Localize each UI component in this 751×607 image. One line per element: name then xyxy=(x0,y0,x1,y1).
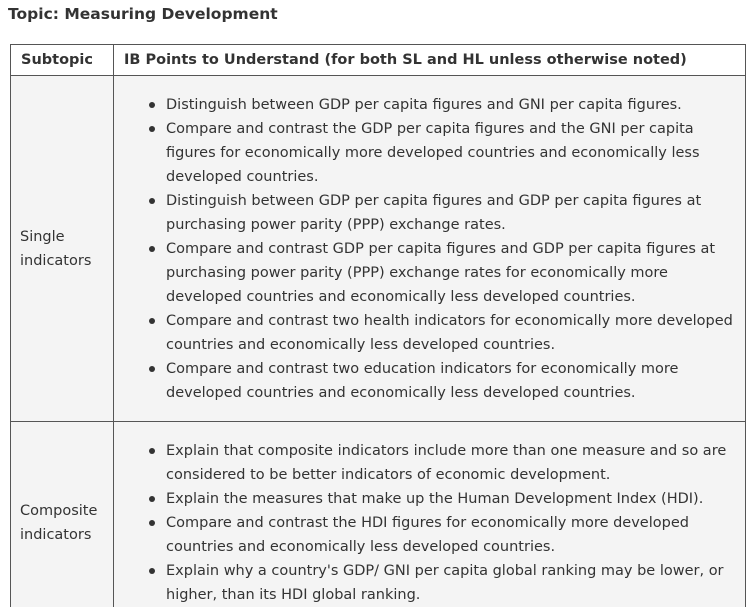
bullet-icon xyxy=(149,198,155,204)
list-item xyxy=(166,357,745,405)
subtopic-cell xyxy=(11,422,114,607)
list-item xyxy=(166,309,745,357)
point-text: Compare and contrast two education indicators for economically more developed countries and economically less developed countries. xyxy=(166,360,679,401)
points-cell xyxy=(114,422,746,607)
point-text: Explain why a country's GDP/ GNI per capita global ranking may be lower, or higher, than its HDI global ranking. xyxy=(166,563,724,603)
point-text: Compare and contrast GDP per capita figures and GDP per capita figures at purchasing power parity (PPP) exchange rates for economically more developed countries and economically less developed countries. xyxy=(166,240,716,305)
table-row-single-indicators xyxy=(11,76,746,422)
subtopic-label-line: Composite xyxy=(20,503,98,519)
points-list xyxy=(114,93,745,405)
point-text: Compare and contrast the GDP per capita figures and the GNI per capita figures for economically more developed countries and economically less developed countries. xyxy=(166,120,700,185)
development-table xyxy=(10,44,746,607)
point-text: Compare and contrast two health indicators for economically more developed countries and economically less developed countries. xyxy=(166,312,733,353)
points-list xyxy=(114,439,745,607)
table-header-row xyxy=(11,45,746,76)
point-text: Explain the measures that make up the Human Development Index (HDI). xyxy=(166,491,704,507)
list-item xyxy=(166,559,745,607)
bullet-icon xyxy=(149,246,155,252)
point-text: Compare and contrast the HDI figures for economically more developed countries and economically less developed countries. xyxy=(166,515,689,555)
table-row-composite-indicators xyxy=(11,422,746,607)
header-ib-points: IB Points to Understand (for both SL and HL unless otherwise noted) xyxy=(114,45,746,76)
bullet-icon xyxy=(149,102,155,108)
bullet-icon xyxy=(149,448,155,454)
point-text: Distinguish between GDP per capita figures and GDP per capita figures at purchasing power parity (PPP) exchange rates. xyxy=(166,192,702,233)
subtopic-cell xyxy=(11,76,114,422)
bullet-icon xyxy=(149,318,155,324)
subtopic-label-line: Single xyxy=(20,228,65,245)
points-cell xyxy=(114,76,746,422)
bullet-icon xyxy=(149,520,155,526)
bullet-icon xyxy=(149,568,155,574)
list-item xyxy=(166,93,745,117)
list-item xyxy=(166,189,745,237)
list-item xyxy=(166,487,745,511)
subtopic-label-line: indicators xyxy=(20,252,92,269)
point-text: Distinguish between GDP per capita figures and GNI per capita figures. xyxy=(166,96,682,113)
header-subtopic: Subtopic xyxy=(11,45,114,76)
bullet-icon xyxy=(149,366,155,372)
subtopic-label-line: indicators xyxy=(20,527,92,543)
bullet-icon xyxy=(149,496,155,502)
bullet-icon xyxy=(149,126,155,132)
list-item xyxy=(166,511,745,559)
list-item xyxy=(166,117,745,189)
topic-title: Topic: Measuring Development xyxy=(8,5,278,23)
point-text: Explain that composite indicators include more than one measure and so are considered to be better indicators of economic development. xyxy=(166,443,727,483)
list-item xyxy=(166,439,745,487)
list-item xyxy=(166,237,745,309)
